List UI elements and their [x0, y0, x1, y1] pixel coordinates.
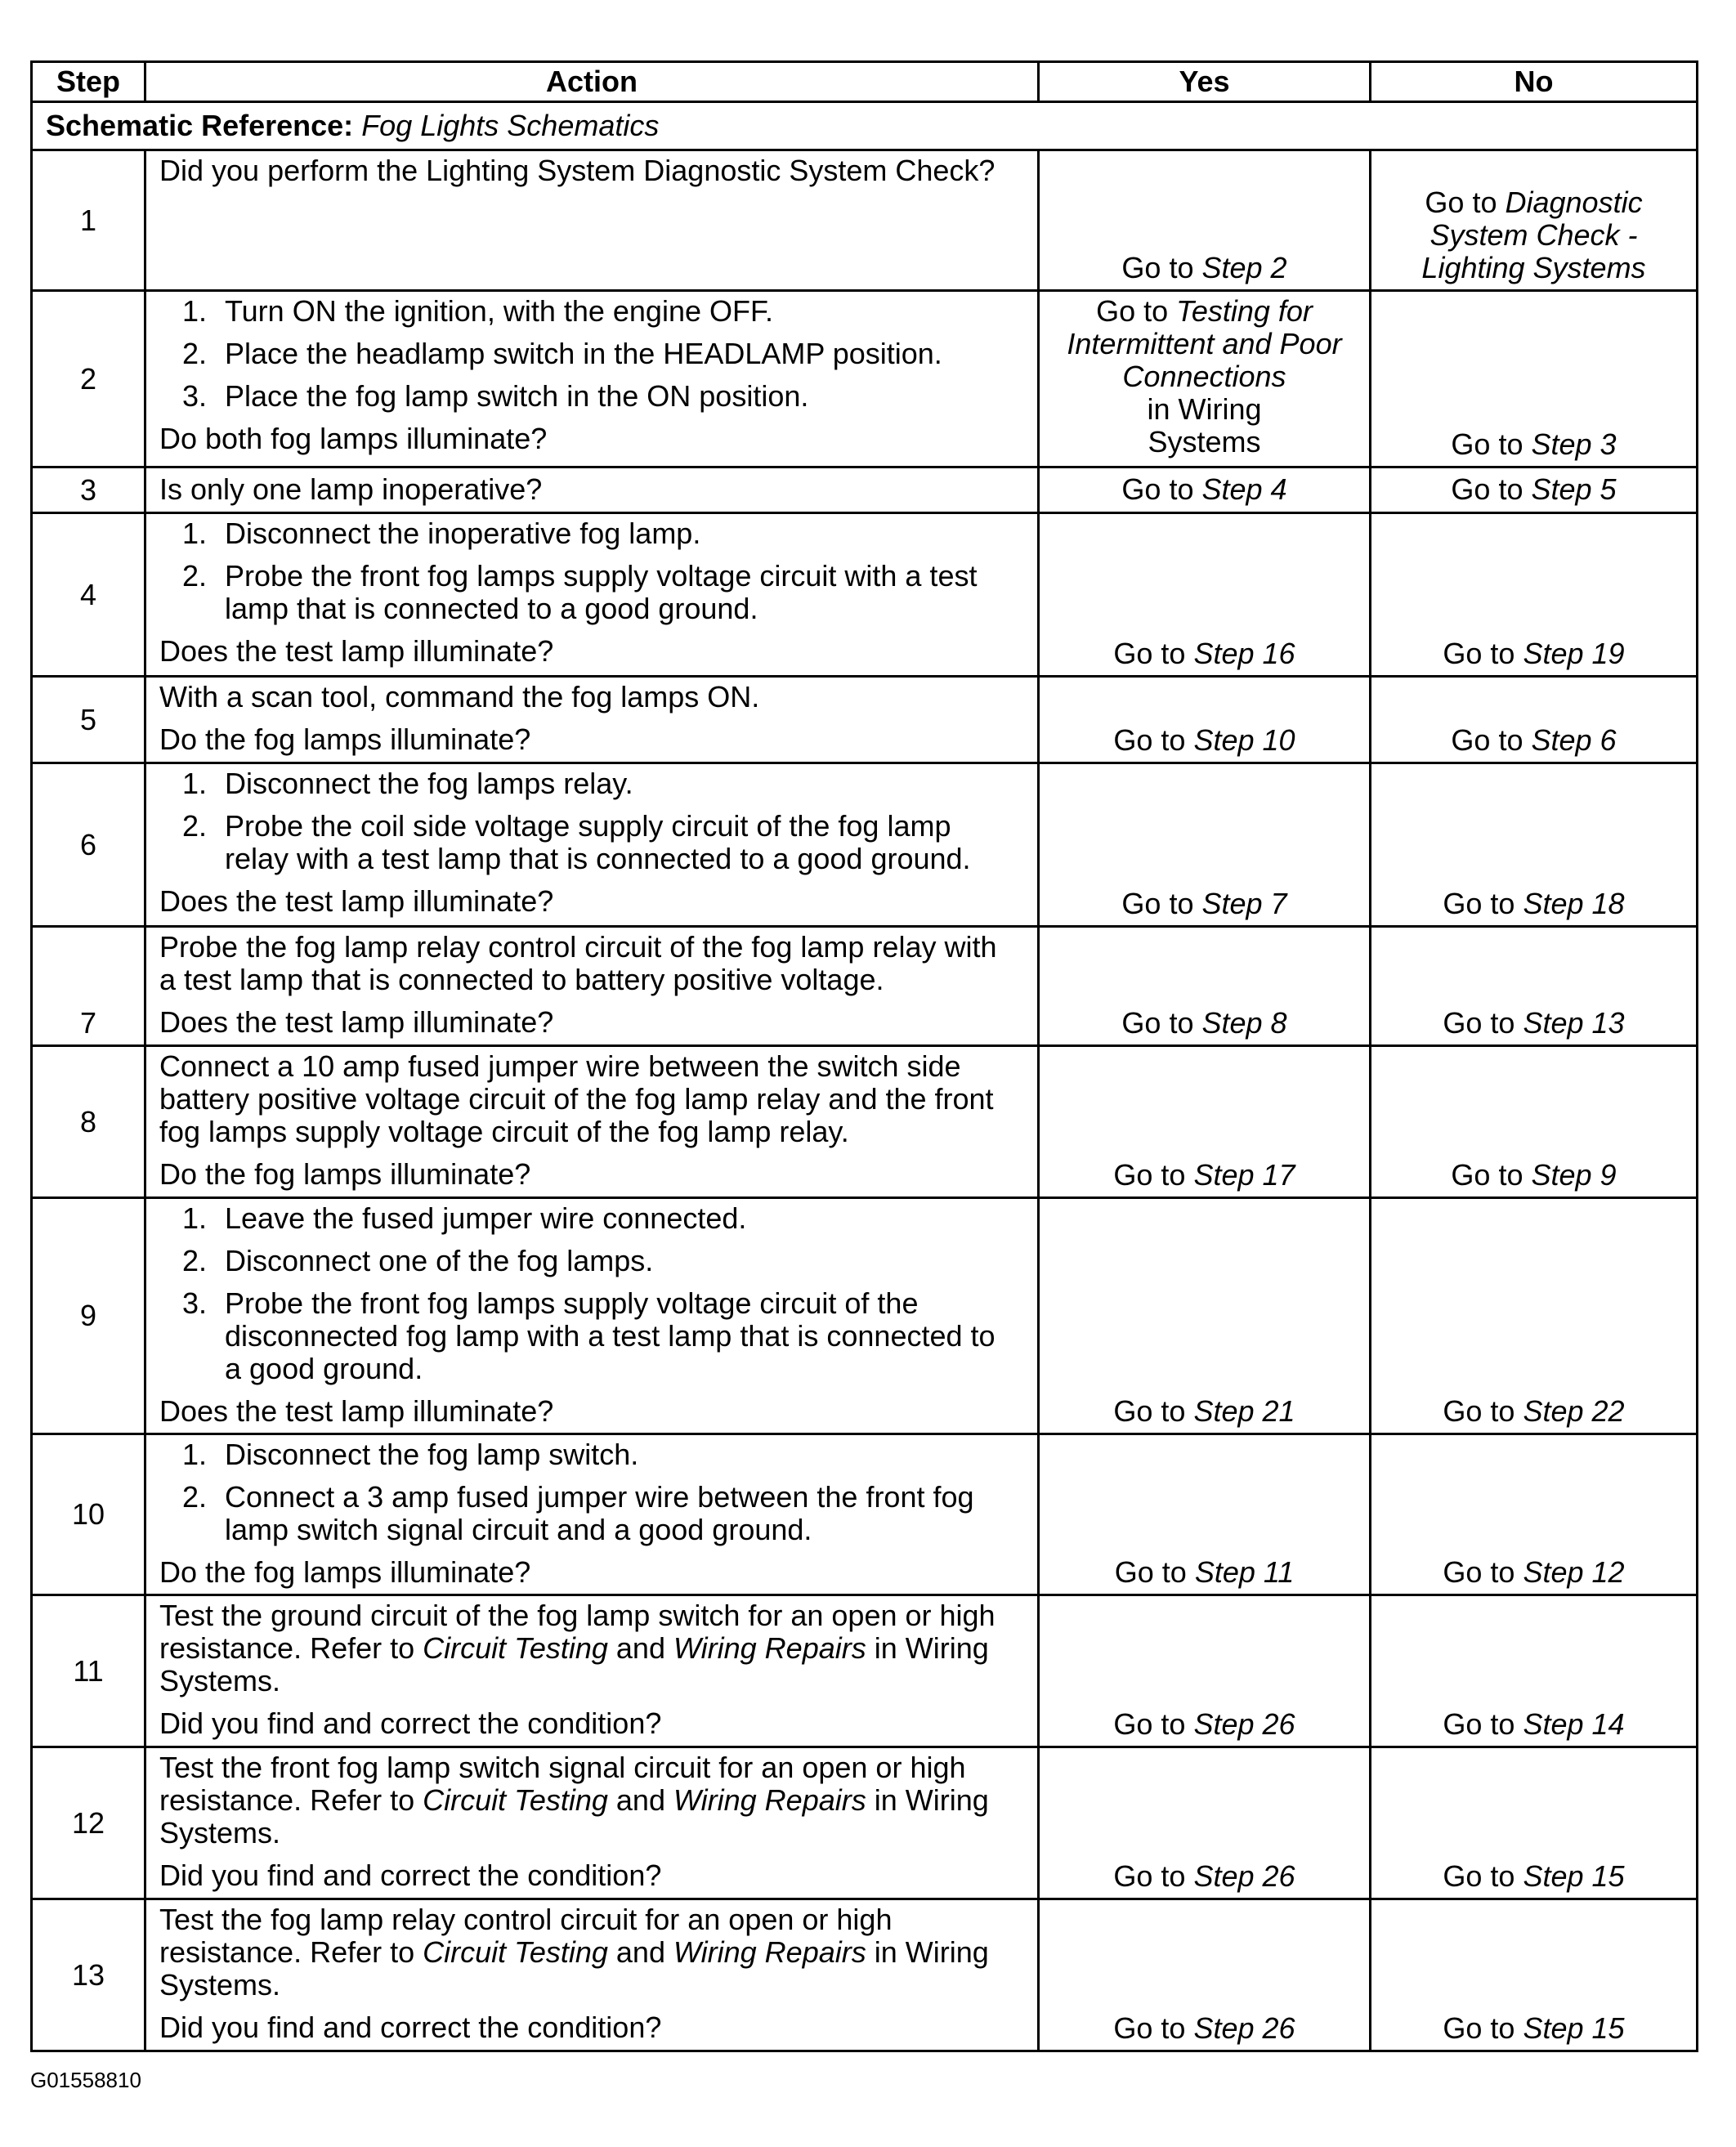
no-cell [1371, 1198, 1698, 1434]
action-question: Does the test lamp illuminate? [159, 884, 554, 918]
action-cell [145, 1198, 1039, 1434]
action-cell [145, 1595, 1039, 1747]
yes-cell [1039, 291, 1371, 467]
goto-text: Go to [1121, 251, 1202, 284]
action-list-item: 2. Disconnect one of the fog lamps. [182, 1244, 654, 1277]
no-cell [1371, 1595, 1698, 1747]
table-row-step-1 [32, 150, 1698, 291]
step-link[interactable]: Step 3 [1531, 427, 1617, 461]
step-number: 13 [32, 1899, 145, 2051]
action-list-item: 1. Disconnect the fog lamps relay. [182, 767, 633, 800]
wiring-repairs-link[interactable]: Wiring Repairs [673, 1783, 866, 1817]
action-question: Do the fog lamps illuminate? [159, 722, 531, 756]
yes-cell [1039, 150, 1371, 291]
reference-link-cont[interactable]: Connections [1122, 360, 1286, 393]
wiring-repairs-link[interactable]: Wiring Repairs [673, 1935, 866, 1969]
goto-text: Go to [1096, 294, 1177, 328]
goto-text: Go to [1443, 1859, 1523, 1893]
action-text: resistance. Refer to Circuit Testing and Wiring Repairs in Wiring [159, 1783, 989, 1817]
goto-text: Go to [1113, 2011, 1194, 2045]
action-question: Do the fog lamps illuminate? [159, 1555, 531, 1589]
action-list-item: 2. Probe the front fog lamps supply voltage circuit with a test [182, 559, 978, 593]
action-text: battery positive voltage circuit of the fog lamp relay and the front [159, 1082, 994, 1116]
table-row-step-4 [32, 513, 1698, 677]
step-link[interactable]: Step 8 [1201, 1006, 1287, 1040]
step-link[interactable]: Step 13 [1523, 1006, 1625, 1040]
table-row-step-9 [32, 1198, 1698, 1434]
schematic-reference-row [32, 102, 1698, 150]
action-text: Connect a 10 amp fused jumper wire between the switch side [159, 1049, 961, 1083]
step-number: 2 [32, 291, 145, 467]
step-link[interactable]: Step 12 [1523, 1555, 1625, 1589]
action-list-item: 2. Probe the coil side voltage supply circuit of the fog lamp [182, 809, 951, 843]
reference-link[interactable]: Testing for [1176, 294, 1313, 328]
step-link[interactable]: Step 17 [1193, 1158, 1295, 1192]
action-list-item: 2. Connect a 3 amp fused jumper wire between the front fog [182, 1480, 974, 1514]
step-number: 12 [32, 1747, 145, 1899]
step-number: 9 [32, 1198, 145, 1434]
action-text: Systems. [159, 1664, 281, 1697]
goto-text: Go to [1113, 1859, 1194, 1893]
step-link[interactable]: Step 6 [1531, 723, 1617, 757]
action-list-item: 1. Disconnect the fog lamp switch. [182, 1438, 639, 1471]
step-link[interactable]: Step 7 [1201, 887, 1287, 920]
action-text: a test lamp that is connected to battery positive voltage. [159, 963, 884, 996]
yes-cell [1039, 1899, 1371, 2051]
action-list-item-cont: relay with a test lamp that is connected to a good ground. [225, 842, 971, 875]
action-question: Did you find and correct the condition? [159, 2011, 662, 2044]
action-text: With a scan tool, command the fog lamps ON. [159, 680, 760, 713]
reference-link[interactable]: Diagnostic [1505, 186, 1643, 219]
reference-suffix: Systems [1148, 425, 1261, 458]
no-cell [1371, 1747, 1698, 1899]
goto-text: Go to [1113, 1394, 1194, 1428]
action-text: resistance. Refer to Circuit Testing and Wiring Repairs in Wiring [159, 1935, 989, 1969]
action-list-item: 2. Place the headlamp switch in the HEADLAMP position. [182, 337, 942, 370]
goto-text: Go to [1443, 1707, 1523, 1741]
action-question: Did you find and correct the condition? [159, 1858, 662, 1892]
table-row-step-2 [32, 291, 1698, 467]
goto-text: Go to [1451, 1158, 1532, 1192]
goto-text: Go to [1113, 723, 1194, 757]
diagnostic-table-container [30, 60, 1696, 2052]
table-row-step-10 [32, 1434, 1698, 1595]
step-number: 5 [32, 677, 145, 763]
table-row-step-12 [32, 1747, 1698, 1899]
action-cell [145, 513, 1039, 677]
no-cell [1371, 1434, 1698, 1595]
no-cell [1371, 291, 1698, 467]
no-cell [1371, 1899, 1698, 2051]
action-cell [145, 763, 1039, 927]
schematic-reference [32, 102, 1698, 150]
action-text: fog lamps supply voltage circuit of the fog lamp relay. [159, 1115, 849, 1148]
action-text: Systems. [159, 1816, 281, 1850]
action-list-item-cont: disconnected fog lamp with a test lamp that is connected to [225, 1319, 996, 1353]
action-question: Does the test lamp illuminate? [159, 634, 554, 668]
schematic-reference-link[interactable]: Fog Lights Schematics [361, 109, 660, 142]
step-number: 8 [32, 1046, 145, 1198]
action-cell [145, 150, 1039, 291]
header-yes: Yes [1039, 62, 1371, 102]
goto-text: Go to [1443, 637, 1523, 670]
yes-cell [1039, 1046, 1371, 1198]
yes-cell [1039, 1595, 1371, 1747]
action-list-item: 1. Turn ON the ignition, with the engine OFF. [182, 294, 773, 328]
table-row-step-3 [32, 467, 1698, 513]
action-text: Probe the fog lamp relay control circuit of the fog lamp relay with [159, 930, 997, 964]
no-cell [1371, 763, 1698, 927]
goto-text: Go to [1113, 637, 1194, 670]
action-text: Did you perform the Lighting System Diagnostic System Check? [159, 154, 996, 187]
step-link[interactable]: Step 18 [1523, 887, 1625, 920]
step-link[interactable]: Step 26 [1193, 1707, 1295, 1741]
action-text: resistance. Refer to Circuit Testing and Wiring Repairs in Wiring [159, 1631, 989, 1665]
step-number: 6 [32, 763, 145, 927]
header-row [32, 62, 1698, 102]
action-question: Did you find and correct the condition? [159, 1706, 662, 1740]
table-row-step-11 [32, 1595, 1698, 1747]
action-list-item: 3. Place the fog lamp switch in the ON position. [182, 379, 809, 413]
goto-text: Go to [1113, 1158, 1194, 1192]
figure-code: G01558810 [30, 2068, 141, 2092]
table-row-step-7 [32, 927, 1698, 1046]
action-list-item: 1. Disconnect the inoperative fog lamp. [182, 517, 701, 550]
step-link[interactable]: Step 4 [1201, 472, 1287, 506]
step-link[interactable]: Step 11 [1194, 1555, 1295, 1589]
yes-cell [1039, 763, 1371, 927]
step-number: 7 [32, 927, 145, 1046]
header-action: Action [145, 62, 1039, 102]
no-cell [1371, 513, 1698, 677]
goto-text: Go to [1121, 1006, 1202, 1040]
action-question: Do the fog lamps illuminate? [159, 1157, 531, 1191]
step-number: 10 [32, 1434, 145, 1595]
goto-text: Go to [1425, 186, 1506, 219]
step-link[interactable]: Step 19 [1523, 637, 1625, 670]
action-cell [145, 927, 1039, 1046]
step-link[interactable]: Step 9 [1531, 1158, 1617, 1192]
step-link[interactable]: Step 2 [1201, 251, 1287, 284]
goto-text: Go to [1443, 887, 1523, 920]
action-list-item-cont: lamp that is connected to a good ground. [225, 592, 758, 625]
header-step: Step [32, 62, 145, 102]
yes-cell [1039, 677, 1371, 763]
goto-text: Go to [1121, 887, 1202, 920]
action-list-item-cont: a good ground. [225, 1352, 423, 1385]
step-link[interactable]: Step 15 [1523, 1859, 1625, 1893]
action-cell [145, 1899, 1039, 2051]
yes-cell [1039, 1434, 1371, 1595]
table-row-step-13 [32, 1899, 1698, 2051]
reference-link-cont[interactable]: Lighting Systems [1421, 251, 1646, 284]
action-cell [145, 1434, 1039, 1595]
step-link[interactable]: Step 14 [1523, 1707, 1625, 1741]
action-list-item: 1. Leave the fused jumper wire connected. [182, 1201, 747, 1235]
goto-text: Go to [1451, 472, 1532, 506]
action-text: Test the ground circuit of the fog lamp switch for an open or high [159, 1599, 996, 1632]
action-text: Systems. [159, 1968, 281, 2002]
no-cell [1371, 150, 1698, 291]
circuit-testing-link[interactable]: Circuit Testing [423, 1783, 608, 1817]
table-row-step-8 [32, 1046, 1698, 1198]
goto-text: Go to [1121, 472, 1202, 506]
action-cell [145, 1747, 1039, 1899]
goto-text: Go to [1443, 1006, 1523, 1040]
action-question: Does the test lamp illuminate? [159, 1394, 554, 1428]
reference-link-cont[interactable]: System Check - [1430, 218, 1638, 252]
goto-text: Go to [1451, 723, 1532, 757]
no-cell [1371, 927, 1698, 1046]
action-list-item-cont: lamp switch signal circuit and a good ground. [225, 1513, 812, 1546]
action-question: Do both fog lamps illuminate? [159, 422, 548, 455]
step-link[interactable]: Step 26 [1193, 2011, 1295, 2045]
step-number: 3 [32, 467, 145, 513]
action-text: Test the front fog lamp switch signal circuit for an open or high [159, 1751, 966, 1784]
action-cell [145, 467, 1039, 513]
schematic-reference-label: Schematic Reference: [46, 109, 354, 142]
diagnostic-table [30, 60, 1698, 2052]
step-link[interactable]: Step 22 [1523, 1394, 1625, 1428]
header-no: No [1371, 62, 1698, 102]
goto-text: Go to [1114, 1555, 1195, 1589]
table-row-step-6 [32, 763, 1698, 927]
reference-link-cont[interactable]: Intermittent and Poor [1067, 327, 1342, 360]
step-number: 4 [32, 513, 145, 677]
no-cell [1371, 677, 1698, 763]
step-link[interactable]: Step 15 [1523, 2011, 1625, 2045]
step-link[interactable]: Step 5 [1531, 472, 1617, 506]
reference-suffix: in Wiring [1147, 392, 1262, 426]
action-cell [145, 1046, 1039, 1198]
step-number: 1 [32, 150, 145, 291]
goto-text: Go to [1443, 2011, 1523, 2045]
step-link[interactable]: Step 21 [1193, 1394, 1295, 1428]
step-link[interactable]: Step 16 [1193, 637, 1295, 670]
yes-cell [1039, 927, 1371, 1046]
goto-text: Go to [1113, 1707, 1194, 1741]
table-row-step-5 [32, 677, 1698, 763]
yes-cell [1039, 1198, 1371, 1434]
yes-cell [1039, 1747, 1371, 1899]
no-cell [1371, 1046, 1698, 1198]
action-list-item: 3. Probe the front fog lamps supply voltage circuit of the [182, 1286, 919, 1320]
step-link[interactable]: Step 10 [1193, 723, 1295, 757]
goto-text: Go to [1451, 427, 1532, 461]
wiring-repairs-link[interactable]: Wiring Repairs [673, 1631, 866, 1665]
circuit-testing-link[interactable]: Circuit Testing [423, 1935, 608, 1969]
action-question: Does the test lamp illuminate? [159, 1005, 554, 1039]
yes-cell [1039, 513, 1371, 677]
goto-text: Go to [1443, 1555, 1523, 1589]
circuit-testing-link[interactable]: Circuit Testing [423, 1631, 608, 1665]
yes-cell [1039, 467, 1371, 513]
step-number: 11 [32, 1595, 145, 1747]
action-cell [145, 291, 1039, 467]
goto-text: Go to [1443, 1394, 1523, 1428]
step-link[interactable]: Step 26 [1193, 1859, 1295, 1893]
action-cell [145, 677, 1039, 763]
action-text: Test the fog lamp relay control circuit for an open or high [159, 1903, 893, 1936]
no-cell [1371, 467, 1698, 513]
action-question: Is only one lamp inoperative? [159, 472, 543, 506]
